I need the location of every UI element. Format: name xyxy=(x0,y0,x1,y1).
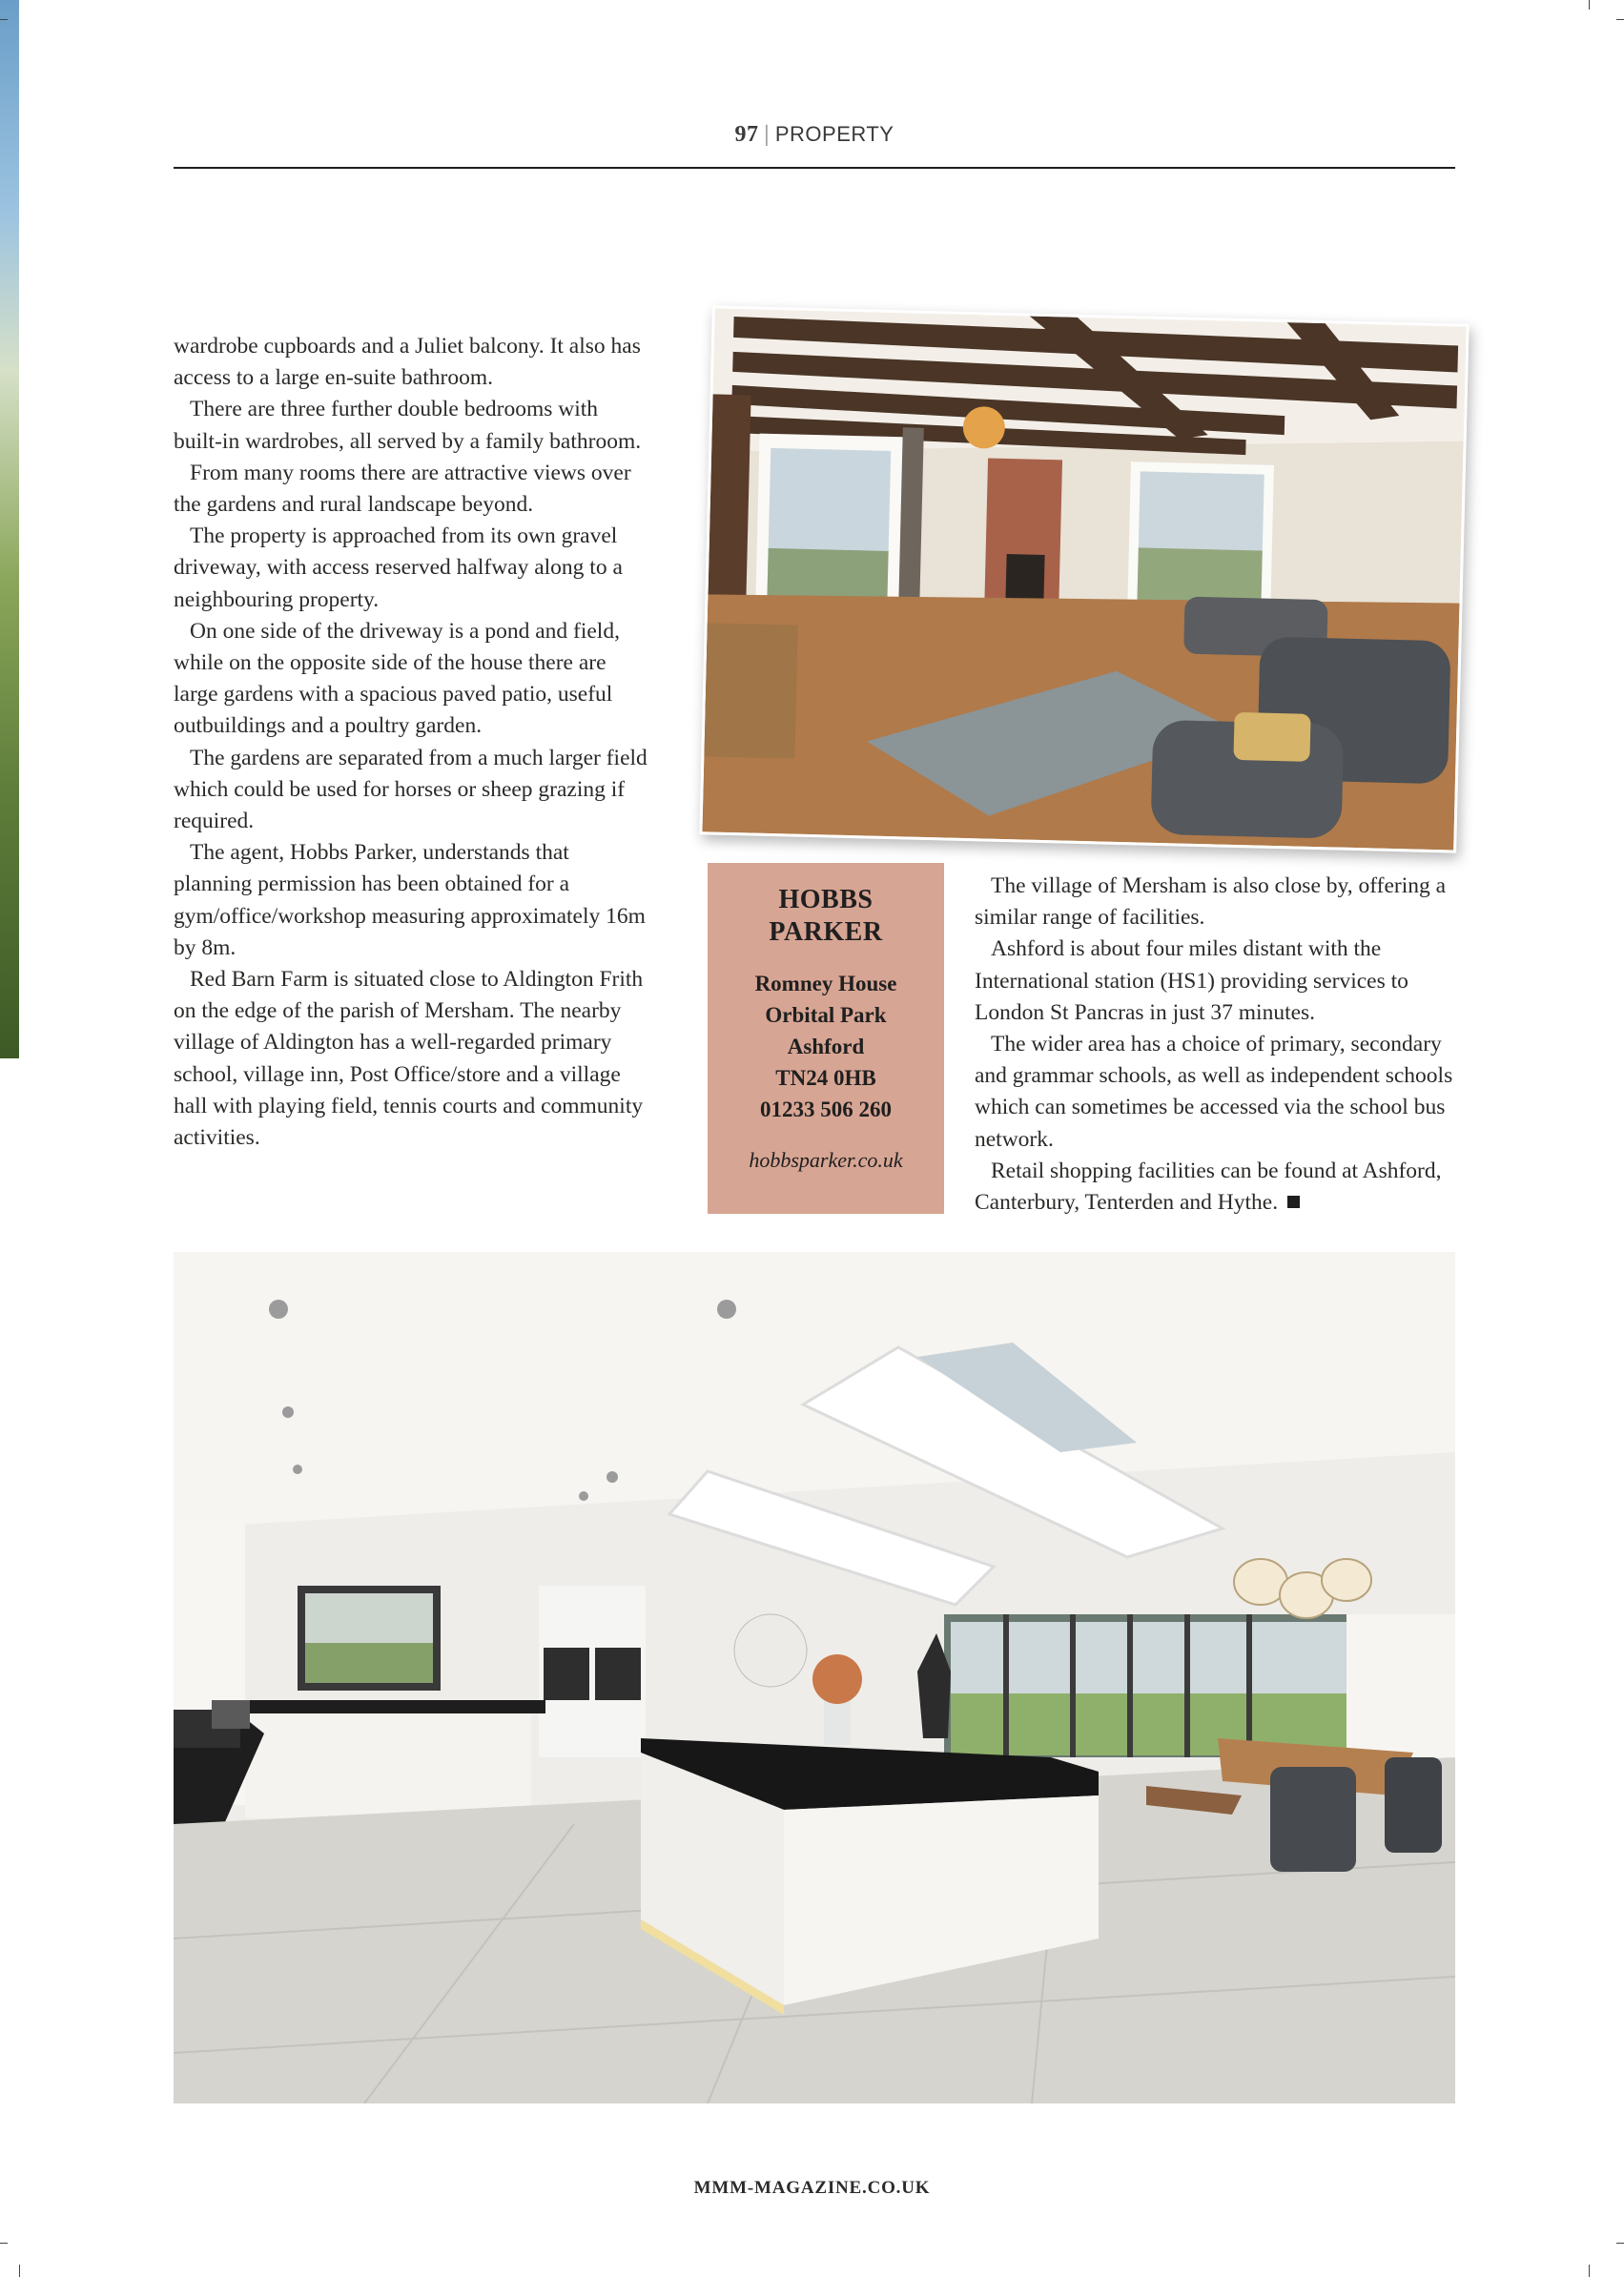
crop-mark xyxy=(0,2243,8,2244)
header-separator: | xyxy=(764,122,770,147)
kitchen-illustration xyxy=(174,1252,1455,2103)
section-title: PROPERTY xyxy=(774,122,894,146)
crop-mark xyxy=(1589,2265,1590,2277)
paragraph: The village of Mersham is also close by, offering a similar range of facilities. xyxy=(975,873,1447,931)
crop-mark xyxy=(1616,19,1624,20)
agent-name-line: HOBBS xyxy=(778,885,874,914)
header-rule xyxy=(174,167,1455,169)
agent-contact-box xyxy=(708,863,944,1214)
crop-mark xyxy=(1616,2243,1624,2244)
paragraph: Red Barn Farm is situated close to Aldington Frith on the edge of the parish of Mersham. The nearby village of Aldington has a well-regarded primary school, village inn, Post Office/store and a village hall with playing field, tennis courts and community activities. xyxy=(174,967,644,1151)
address-line: Orbital Park xyxy=(765,1003,887,1027)
article-left-column xyxy=(174,331,650,1154)
paragraph: On one side of the driveway is a pond and field, while on the opposite side of the house there are large gardens with a spacious paved patio, useful outbuildings and a poultry garden. xyxy=(174,618,620,739)
article-right-column xyxy=(975,871,1456,1219)
paragraph: The property is approached from its own gravel driveway, with access reserved halfway along to a neighbouring property. xyxy=(174,523,623,612)
living-room-illustration xyxy=(702,308,1466,850)
paragraph xyxy=(975,1156,1456,1219)
paragraph: There are three further double bedrooms with built-in wardrobes, all served by a family bathroom. xyxy=(174,397,642,454)
address-line: Ashford xyxy=(787,1035,865,1058)
agent-name-line: PARKER xyxy=(769,917,883,947)
page-number: 97 xyxy=(734,122,759,147)
paragraph: Ashford is about four miles distant with the International station (HS1) providing services to London St Pancras in just 37 minutes. xyxy=(975,936,1408,1025)
paragraph: The agent, Hobbs Parker, understands that planning permission has been obtained for a gym/office/workshop measuring approximately 16m by 8m. xyxy=(174,840,646,960)
agent-name xyxy=(708,884,944,949)
phone-number: 01233 506 260 xyxy=(760,1097,892,1121)
crop-mark xyxy=(19,2265,20,2277)
paragraph-text: Retail shopping facilities can be found at Ashford, Canterbury, Tenterden and Hythe. xyxy=(975,1158,1442,1216)
running-header xyxy=(174,122,1455,148)
agent-address xyxy=(708,968,944,1125)
postcode: TN24 0HB xyxy=(775,1066,876,1090)
paragraph: The gardens are separated from a much larger field which could be used for horses or sheep grazing if required. xyxy=(174,745,648,834)
adjacent-page-edge xyxy=(0,0,19,1058)
address-line: Romney House xyxy=(754,972,897,995)
footer-website: MMM-MAGAZINE.CO.UK xyxy=(693,2178,931,2198)
paragraph: The wider area has a choice of primary, secondary and grammar schools, as well as independent schools which can sometimes be accessed via the school bus network. xyxy=(975,1032,1453,1152)
kitchen-photo xyxy=(174,1252,1455,2103)
crop-mark xyxy=(1589,0,1590,10)
paragraph: From many rooms there are attractive views over the gardens and rural landscape beyond. xyxy=(174,460,631,518)
end-mark-icon xyxy=(1287,1196,1300,1208)
paragraph: wardrobe cupboards and a Juliet balcony. It also has access to a large en-suite bathroom. xyxy=(174,334,641,391)
agent-website-link[interactable]: hobbsparker.co.uk xyxy=(749,1148,903,1172)
living-room-photo xyxy=(699,305,1469,852)
crop-mark xyxy=(0,19,8,20)
